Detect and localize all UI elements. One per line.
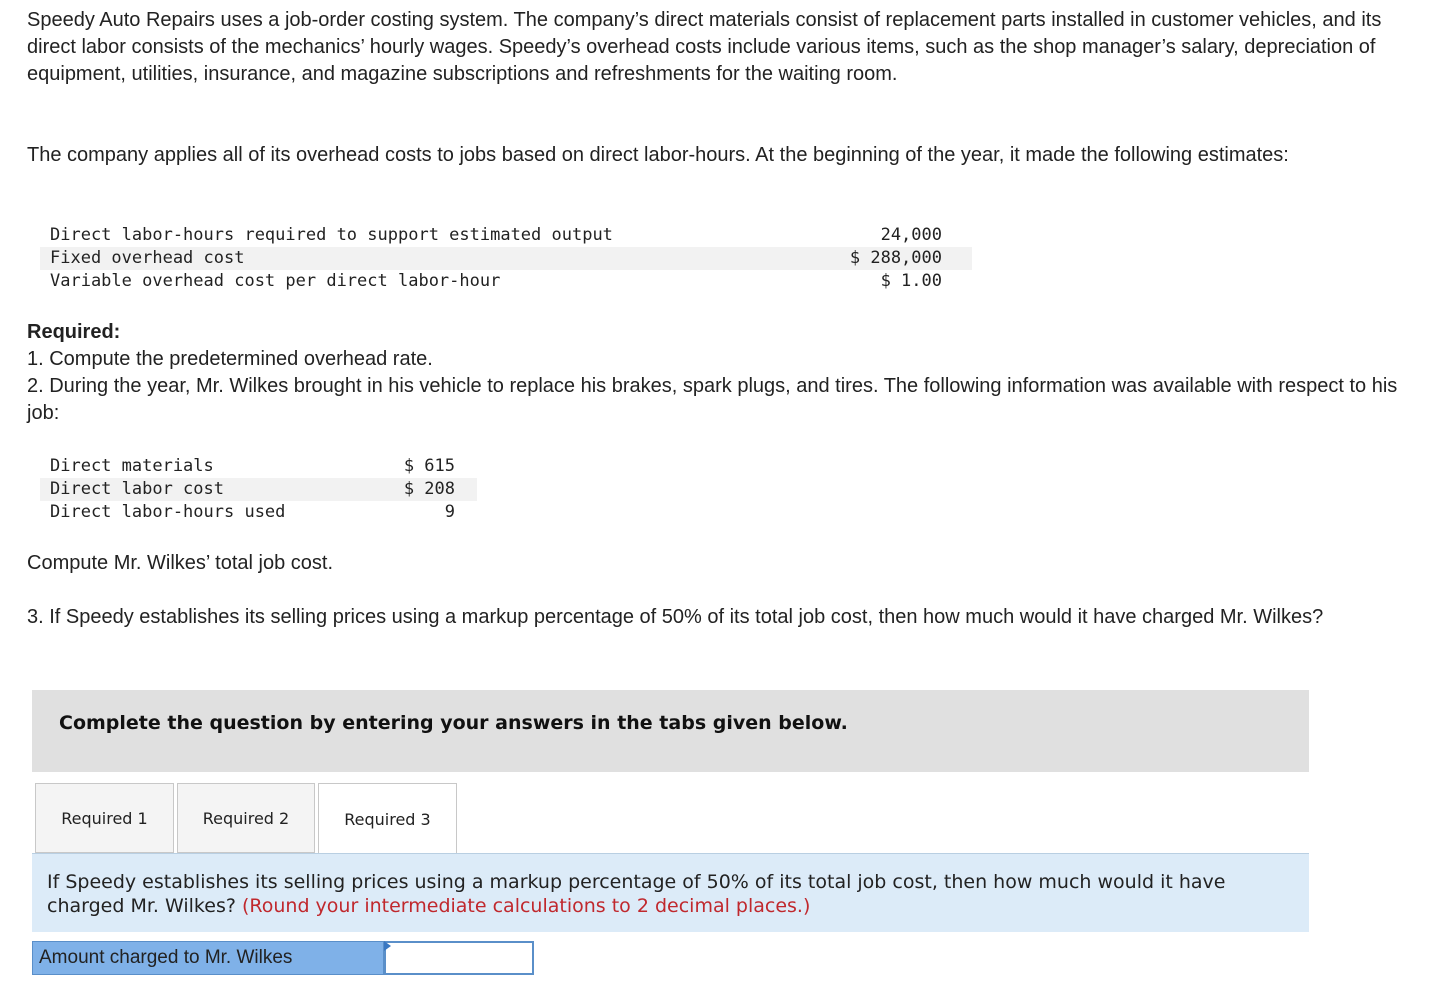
tab-required-1[interactable]: Required 1: [35, 783, 174, 853]
rounding-hint: (Round your intermediate calculations to 2 decimal places.): [241, 895, 811, 917]
job-table: [40, 455, 477, 524]
amount-charged-input[interactable]: [384, 941, 534, 975]
job-label: Direct labor-hours used: [50, 502, 286, 522]
estimates-label: Fixed overhead cost: [50, 248, 245, 268]
tab-required-2[interactable]: Required 2: [177, 783, 315, 853]
table-row: [40, 455, 477, 478]
tab-required-3[interactable]: Required 3: [318, 783, 457, 854]
table-row: [40, 501, 477, 524]
job-value: $ 208: [403, 479, 455, 499]
job-value: 9: [444, 502, 455, 522]
instruction-text: Complete the question by entering your answers in the tabs given below.: [59, 712, 848, 734]
question-panel: [32, 853, 1309, 932]
estimates-table: [40, 224, 972, 293]
intro-paragraph-2: The company applies all of its overhead costs to jobs based on direct labor-hours. At the beginning of the year, it made the following estimates:: [27, 144, 1289, 166]
question-body: If Speedy establishes its selling prices using a markup percentage of 50% of its total job cost, then how much would it have charged Mr. Wilkes?: [47, 871, 1226, 917]
job-value: $ 615: [403, 456, 455, 476]
input-marker-icon: [384, 941, 391, 951]
question-text: [47, 870, 1287, 918]
estimates-value: $ 1.00: [880, 271, 942, 291]
job-label: Direct materials: [50, 456, 214, 476]
required-heading: Required:: [27, 321, 121, 343]
table-row: [40, 247, 972, 270]
job-label: Direct labor cost: [50, 479, 224, 499]
estimates-label: Direct labor-hours required to support estimated output: [50, 225, 613, 245]
estimates-value: $ 288,000: [849, 248, 942, 268]
required-item-2: 2. During the year, Mr. Wilkes brought in his vehicle to replace his brakes, spark plugs, and tires. The following information was available with respect to his job:: [27, 375, 1398, 424]
table-row: [40, 478, 477, 501]
required-item-3: 3. If Speedy establishes its selling prices using a markup percentage of 50% of its total job cost, then how much would it have charged Mr. Wilkes?: [27, 606, 1324, 628]
estimates-value: 24,000: [880, 225, 942, 245]
instruction-box: [32, 690, 1309, 772]
required-item-1: 1. Compute the predetermined overhead rate.: [27, 348, 433, 370]
amount-charged-label: Amount charged to Mr. Wilkes: [32, 941, 384, 975]
table-row: [40, 270, 972, 293]
intro-paragraph-1: Speedy Auto Repairs uses a job-order costing system. The company’s direct materials consist of replacement parts installed in customer vehicles, and its direct labor consists of the mechanics’ hourly wages. Speedy’s overhead costs include various items, such as the shop manager’s salary, depreciation of equipment, utilities, insurance, and magazine subscriptions and refreshments for the waiting room.: [27, 9, 1382, 85]
compute-job-cost-text: Compute Mr. Wilkes’ total job cost.: [27, 552, 334, 574]
table-row: [40, 224, 972, 247]
estimates-label: Variable overhead cost per direct labor-hour: [50, 271, 501, 291]
